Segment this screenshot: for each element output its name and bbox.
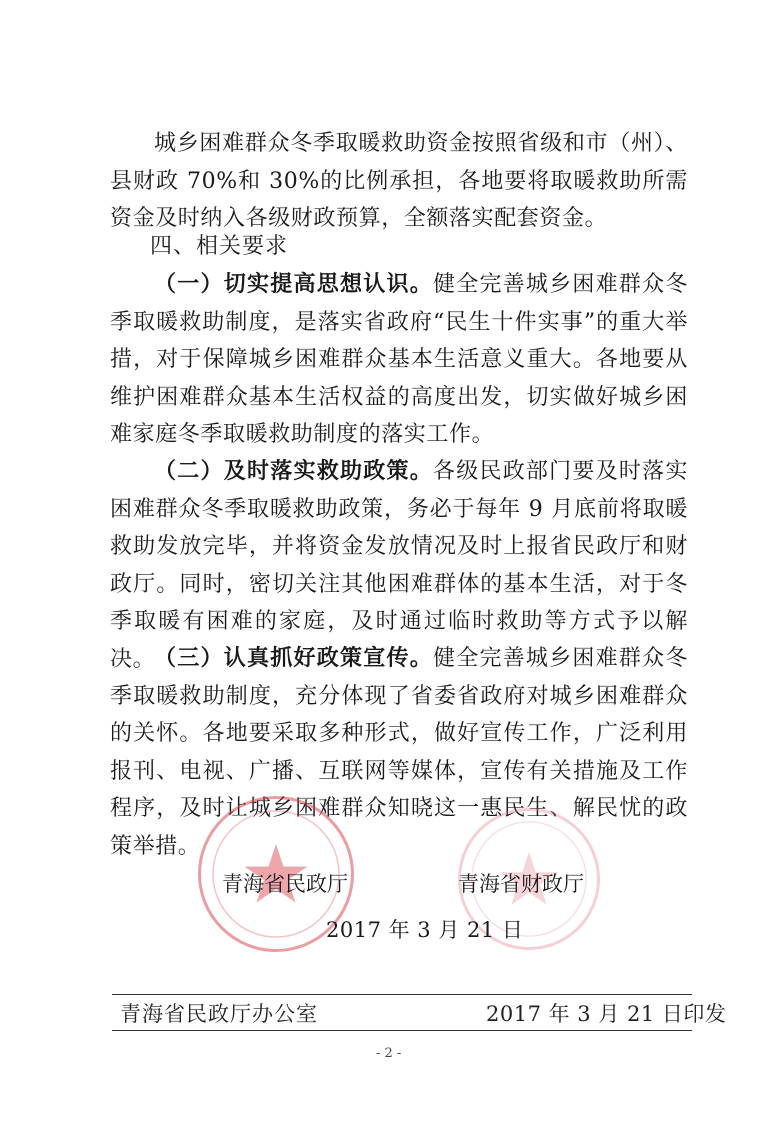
section-heading: 四、相关要求 bbox=[150, 234, 289, 259]
requirement-title-3: （三）认真抓好政策宣传。 bbox=[154, 645, 433, 671]
footer-issue-date: 2017 年 3 月 21 日印发 bbox=[486, 1002, 727, 1026]
footer-bottom-rule bbox=[112, 1030, 692, 1031]
footer-issuer: 青海省民政厅办公室 bbox=[120, 1002, 318, 1026]
requirement-item-1 bbox=[110, 266, 688, 454]
requirement-item-3 bbox=[110, 640, 688, 865]
paragraph-funding: 城乡困难群众冬季取暖救助资金按照省级和市（州）、县财政 70%和 30%的比例承担，各地要将取暖救助所需资金及时纳入各级财政预算，全额落实配套资金。 bbox=[110, 131, 688, 231]
signature-civil-affairs: 青海省民政厅 bbox=[222, 872, 348, 896]
page-number: - 2 - bbox=[376, 1046, 402, 1061]
requirement-text-2: 各级民政部门要及时落实困难群众冬季取暖救助政策，务必于每年 9 月底前将取暖救助发放完毕，并将资金发放情况及时上报省民政厅和财政厅。同时，密切关注其他困难群体的基本生活，对于冬季取暖有困难的家庭，及时通过临时救助等方式予以解决。 bbox=[110, 459, 689, 672]
signature-date: 2017 年 3 月 21 日 bbox=[326, 918, 524, 942]
requirement-text-1: 健全完善城乡困难群众冬季取暖救助制度，是落实省政府“民生十件实事”的重大举措，对于保障城乡困难群众基本生活意义重大。各地要从维护困难群众基本生活权益的高度出发，切实做好城乡困难家庭冬季取暖救助制度的落实工作。 bbox=[110, 272, 689, 447]
footer-top-rule bbox=[112, 994, 692, 995]
signature-finance: 青海省财政厅 bbox=[458, 872, 584, 896]
requirement-title-1: （一）切实提高思想认识。 bbox=[154, 271, 433, 297]
requirement-text-3: 健全完善城乡困难群众冬季取暖救助制度，充分体现了省委省政府对城乡困难群众的关怀。各地要采取多种形式，做好宣传工作，广泛利用报刊、电视、广播、互联网等媒体，宣传有关措施及工作程序，及时让城乡困难群众知晓这一惠民生、解民忧的政策举措。 bbox=[110, 646, 689, 859]
requirement-title-2: （二）及时落实救助政策。 bbox=[154, 458, 433, 484]
